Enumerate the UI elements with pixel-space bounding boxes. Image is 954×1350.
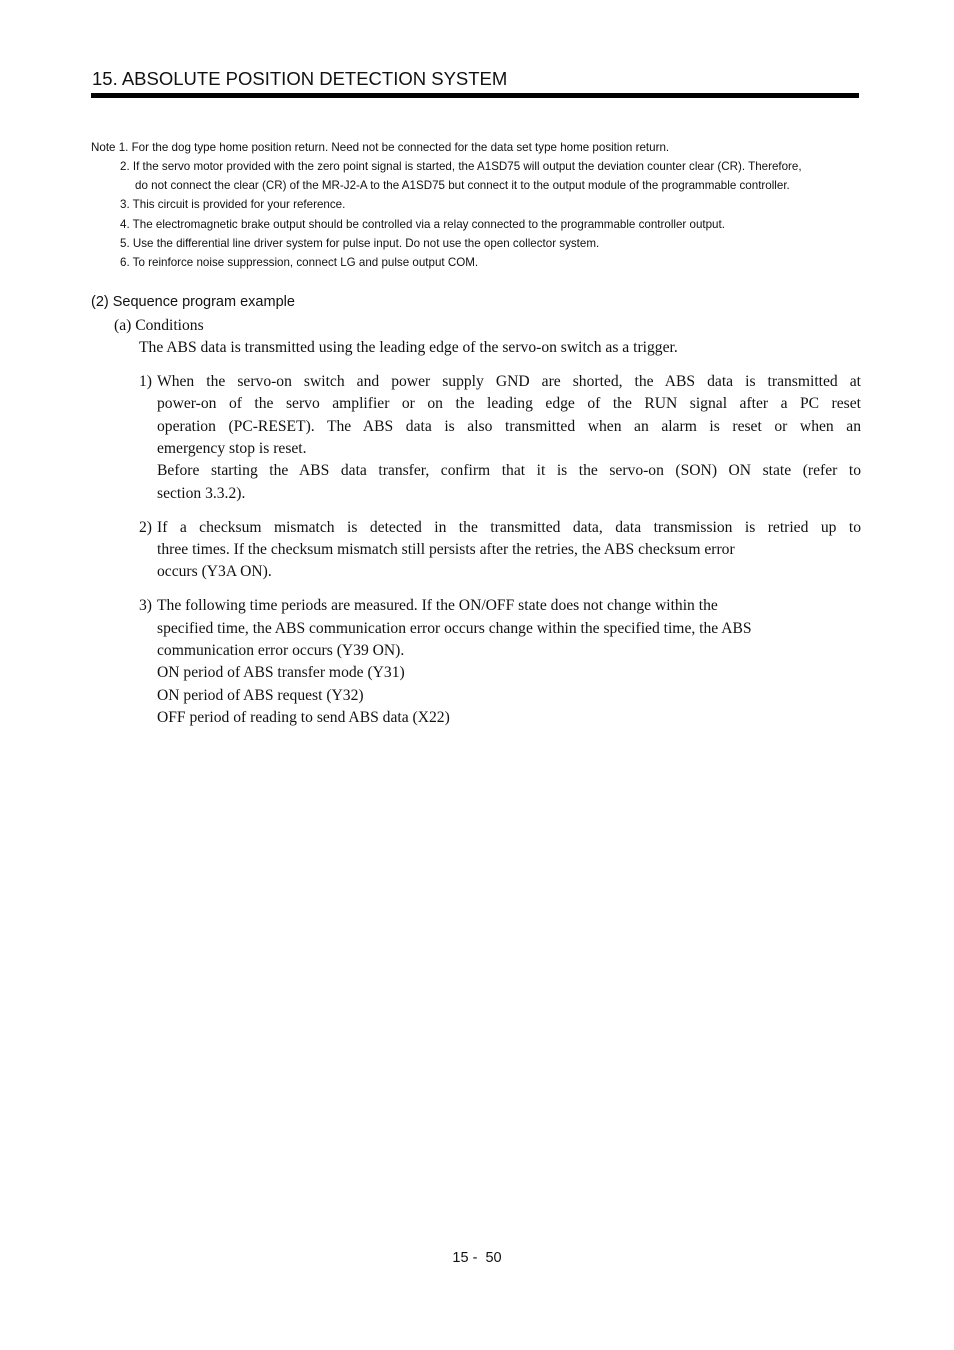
item-number: 1) [139, 373, 152, 390]
item-line: When the servo-on switch and power supply GND are shorted, the ABS data is transmitted at [157, 373, 861, 390]
item-line: operation (PC-RESET). The ABS data is also transmitted when an alarm is reset or when an [157, 418, 861, 435]
item-line: ON period of ABS request (Y32) [157, 687, 364, 704]
note-line: 2. If the servo motor provided with the zero point signal is started, the A1SD75 will output the deviation counter clear (CR). Therefore, [120, 160, 802, 173]
item-line: occurs (Y3A ON). [157, 563, 272, 580]
item-line: power-on of the servo amplifier or on the leading edge of the RUN signal after a PC reset [157, 395, 861, 412]
note-line: 6. To reinforce noise suppression, connect LG and pulse output COM. [120, 256, 479, 269]
item-number: 2) [139, 519, 152, 536]
item-line: The following time periods are measured. If the ON/OFF state does not change within the [157, 597, 718, 614]
item-line: If a checksum mismatch is detected in the transmitted data, data transmission is retried up to [157, 519, 861, 536]
header-rule [91, 93, 859, 98]
note-line: Note 1. For the dog type home position return. Need not be connected for the data set type home position return. [91, 141, 670, 154]
note-line: 4. The electromagnetic brake output should be controlled via a relay connected to the programmable controller output. [120, 218, 725, 231]
note-line: 3. This circuit is provided for your reference. [120, 198, 346, 211]
note-line: do not connect the clear (CR) of the MR-J2-A to the A1SD75 but connect it to the output module of the programmable controller. [135, 179, 790, 192]
item-line: three times. If the checksum mismatch still persists after the retries, the ABS checksum error [157, 541, 735, 558]
item-line: emergency stop is reset. [157, 440, 307, 457]
item-line: ON period of ABS transfer mode (Y31) [157, 664, 405, 681]
item-line: communication error occurs (Y39 ON). [157, 642, 405, 659]
intro-paragraph: The ABS data is transmitted using the leading edge of the servo-on switch as a trigger. [139, 339, 678, 356]
item-line: specified time, the ABS communication error occurs change within the specified time, the ABS [157, 620, 752, 637]
note-line: 5. Use the differential line driver system for pulse input. Do not use the open collector system. [120, 237, 600, 250]
page-number: 15 - 50 [452, 1250, 502, 1266]
item-line: OFF period of reading to send ABS data (X22) [157, 709, 450, 726]
item-line: Before starting the ABS data transfer, confirm that it is the servo-on (SON) ON state (refer to [157, 462, 861, 479]
item-number: 3) [139, 597, 152, 614]
section-heading: (2) Sequence program example [91, 294, 295, 310]
page-header-title: 15. ABSOLUTE POSITION DETECTION SYSTEM [92, 68, 508, 89]
sub-heading: (a) Conditions [114, 317, 204, 334]
item-line: section 3.3.2). [157, 485, 246, 502]
